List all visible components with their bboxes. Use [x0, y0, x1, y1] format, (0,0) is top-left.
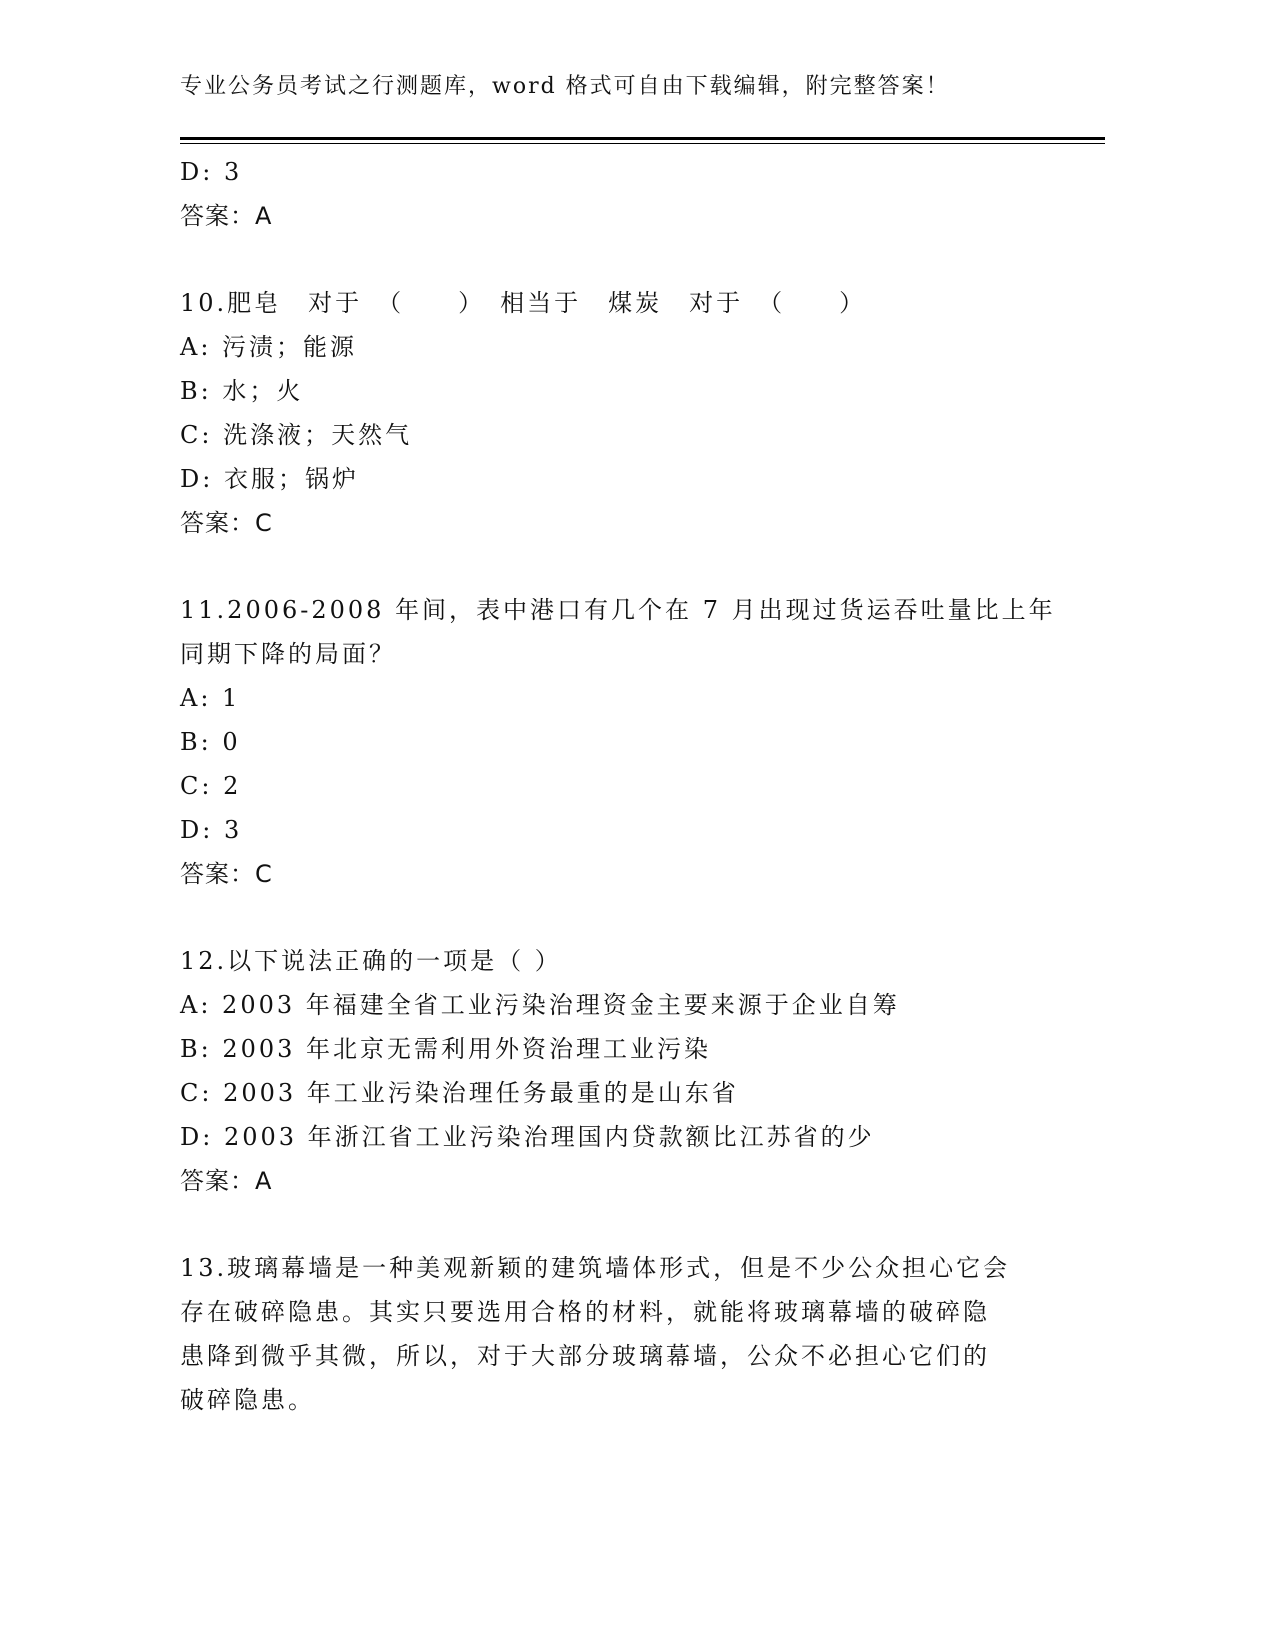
spacer	[180, 1203, 1050, 1246]
option-c: C: 2	[180, 772, 242, 800]
answer: 答案：C	[180, 509, 273, 537]
question-stem-line-1: 13.玻璃幕墙是一种美观新颖的建筑墙体形式，但是不少公众担心它会	[180, 1254, 1011, 1282]
question-10	[180, 281, 1050, 545]
question-13	[180, 1246, 1050, 1422]
option-a: A: 2003 年福建全省工业污染治理资金主要来源于企业自筹	[180, 991, 900, 1019]
document-body	[180, 150, 1056, 1422]
question-11	[180, 588, 1056, 896]
question-stem-line-1: 11.2006-2008 年间，表中港口有几个在 7 月出现过货运吞吐量比上年	[180, 596, 1056, 624]
question-stem: 12.以下说法正确的一项是（ ）	[180, 947, 562, 975]
answer: 答案：C	[180, 860, 273, 888]
option-d: D: 衣服；锅炉	[180, 465, 359, 493]
question-stem-line-2: 存在破碎隐患。其实只要选用合格的材料，就能将玻璃幕墙的破碎隐	[180, 1298, 990, 1326]
question-stem-line-2: 同期下降的局面？	[180, 640, 396, 668]
header-rule-thick	[180, 137, 1105, 140]
option-c: C: 2003 年工业污染治理任务最重的是山东省	[180, 1079, 739, 1107]
answer: 答案：A	[180, 202, 273, 230]
option-b: B: 水；火	[180, 377, 304, 405]
option-d: D: 3	[180, 816, 243, 844]
header-rule-thin	[180, 143, 1105, 144]
option-a: A: 1	[180, 684, 241, 712]
spacer	[180, 545, 1050, 588]
option-b: B: 2003 年北京无需利用外资治理工业污染	[180, 1035, 712, 1063]
option-b: B: 0	[180, 728, 241, 756]
option-a: A: 污渍；能源	[180, 333, 358, 361]
spacer	[180, 238, 1050, 281]
option-c: C: 洗涤液；天然气	[180, 421, 413, 449]
question-stem: 10.肥皂 对于 （ ） 相当于 煤炭 对于 （ ）	[180, 289, 867, 317]
spacer	[180, 896, 1050, 939]
question-stem-line-4: 破碎隐患。	[180, 1386, 315, 1414]
option-d: D: 3	[180, 158, 243, 186]
question-12	[180, 939, 1050, 1203]
question-stem-line-3: 患降到微乎其微，所以，对于大部分玻璃幕墙，公众不必担心它们的	[180, 1342, 990, 1370]
answer: 答案：A	[180, 1167, 273, 1195]
option-d: D: 2003 年浙江省工业污染治理国内贷款额比江苏省的少	[180, 1123, 875, 1151]
page-header: 专业公务员考试之行测题库，word 格式可自由下载编辑，附完整答案！	[180, 74, 950, 99]
previous-question-tail	[180, 150, 1050, 238]
